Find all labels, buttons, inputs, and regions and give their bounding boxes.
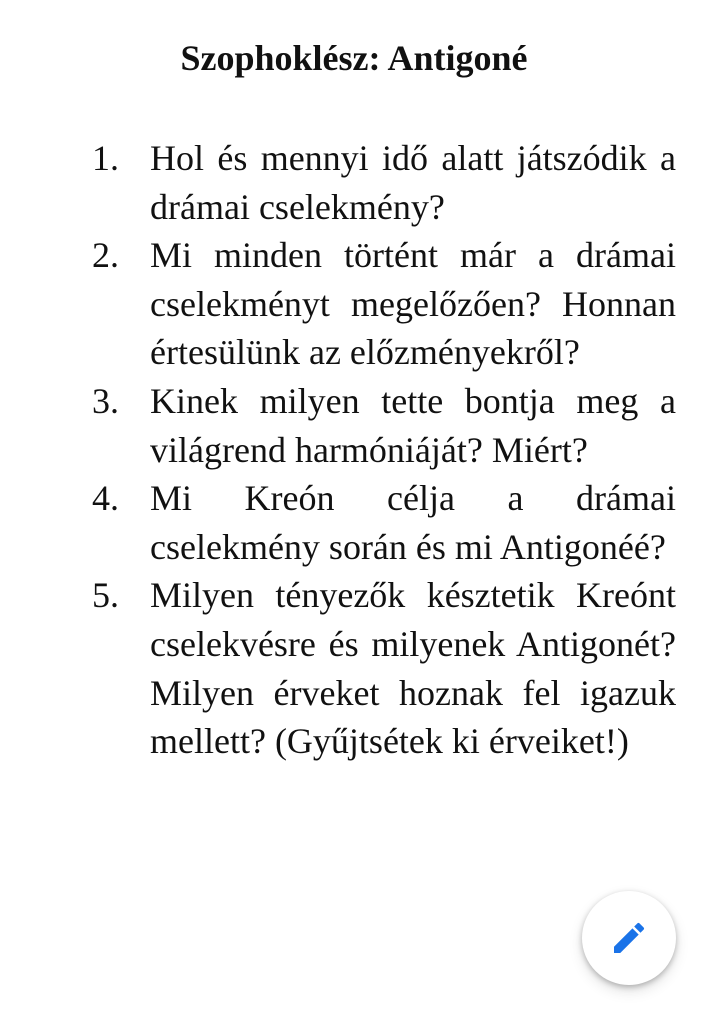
question-text: Mi minden történt már a drámai cselekményt megelőzően? Honnan értesülünk az előzményekről?: [150, 235, 676, 373]
question-number: 2.: [92, 235, 119, 276]
question-list: [92, 134, 676, 766]
question-number: 1.: [92, 138, 119, 178]
question-item-4: [92, 474, 676, 571]
question-number: 5.: [92, 575, 119, 616]
question-text: Mi Kreón célja a drámai cselekmény során és mi Antigonéé?: [150, 478, 676, 567]
question-item-5: [92, 571, 676, 765]
question-number: 4.: [92, 478, 119, 519]
question-text: Milyen tényezők késztetik Kreónt cselekvésre és milyenek Antigonét? Milyen érveket hoznak fel igazuk mellett? (Gyűjtsétek ki érveiket!): [150, 575, 676, 762]
document-title: Szophoklész: Antigoné: [180, 38, 528, 78]
question-text: Kinek milyen tette bontja meg a világrend harmóniáját? Miért?: [150, 380, 676, 470]
pencil-icon-shape: [614, 923, 644, 953]
pencil-icon: [609, 918, 649, 958]
question-item-2: [92, 231, 676, 377]
question-text: Hol és mennyi idő alatt játszódik a drámai cselekmény?: [150, 138, 676, 227]
question-number: 3.: [92, 380, 119, 421]
question-item-1: [92, 134, 676, 231]
question-item-3: [92, 377, 676, 474]
edit-fab-button[interactable]: [582, 891, 676, 985]
